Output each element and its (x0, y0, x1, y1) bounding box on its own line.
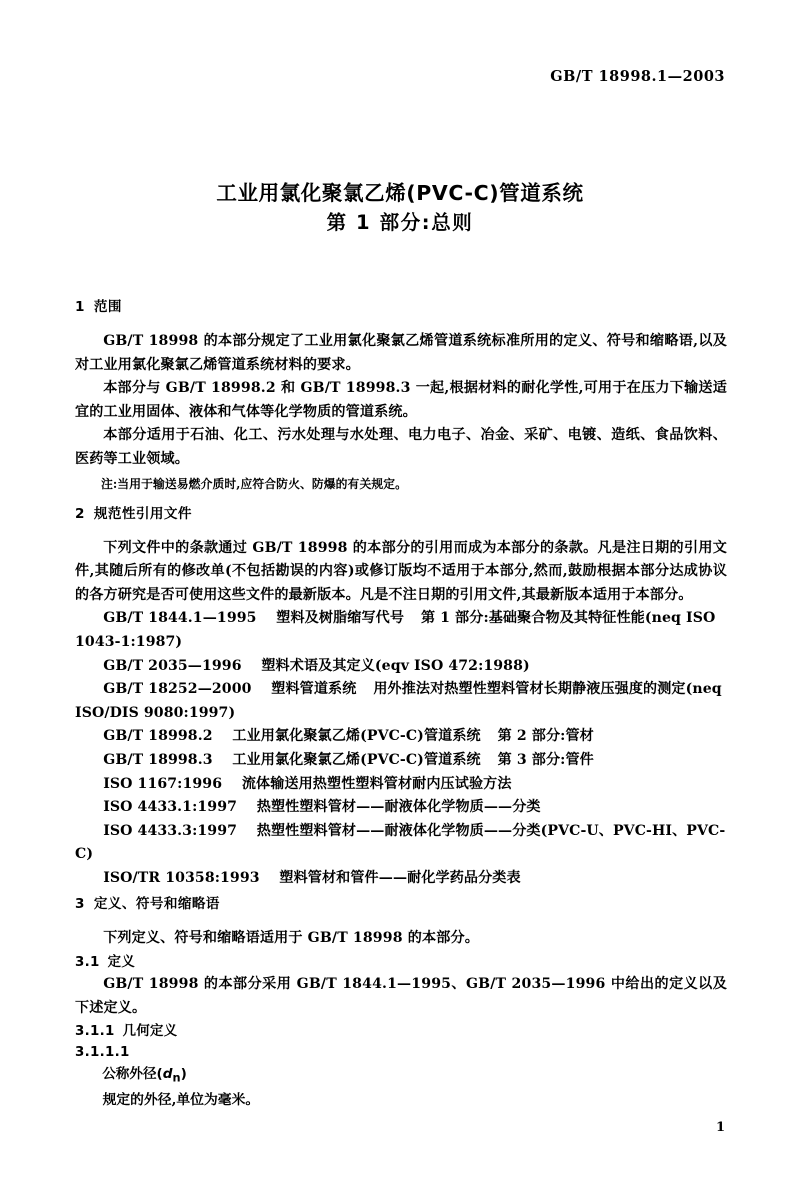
term-prefix: 公称外径( (102, 1066, 163, 1083)
reference-title: 热塑性塑料管材——耐液体化学物质——分类(PVC-U、PVC-HI、PVC-C) (75, 822, 726, 863)
document-title (75, 178, 725, 238)
section-number-3-1-1-1: 3.1.1.1 (75, 1045, 130, 1061)
reference-title: 热塑性塑料管材——耐液体化学物质——分类 (256, 799, 541, 816)
reference-code: GB/T 1844.1—1995 (103, 610, 257, 627)
reference-title: 流体输送用热塑性塑料管材耐内压试验方法 (241, 775, 512, 792)
reference-code: ISO 4433.1:1997 (103, 799, 238, 816)
reference-item (75, 796, 727, 820)
reference-title: 塑料管道系统 (271, 681, 357, 698)
section-heading-3-1 (75, 953, 727, 972)
reference-title: 工业用氯化聚氯乙烯(PVC-C)管道系统 (232, 728, 481, 745)
section-heading-definitions (75, 895, 727, 913)
reference-code: ISO 4433.3:1997 (103, 822, 238, 839)
term-label (75, 1063, 727, 1089)
section-number-2: 2 (75, 505, 85, 522)
scope-note: 注:当用于输送易燃介质时,应符合防火、防爆的有关规定。 (100, 476, 408, 491)
reference-code: GB/T 18998.3 (103, 751, 213, 768)
reference-item (75, 867, 727, 891)
section-number-1: 1 (75, 299, 85, 315)
section-number-3-1-1: 3.1.1 (75, 1024, 115, 1040)
page-folio (75, 1120, 725, 1135)
reference-title: 工业用氯化聚氯乙烯(PVC-C)管道系统 (232, 751, 481, 768)
reference-item (75, 725, 727, 749)
definitions-intro: 下列定义、符号和缩略语适用于 GB/T 18998 的本部分。 (103, 930, 479, 947)
reference-item (75, 820, 727, 867)
standard-number: GB/T 18998.1—2003 (550, 68, 725, 85)
section-heading-3-1-1 (75, 1022, 727, 1041)
scope-paragraph-1: GB/T 18998 的本部分规定了工业用氯化聚氯乙烯管道系统标准所用的定义、符号和缩略语,以及对工业用氯化聚氯乙烯管道系统材料的要求。 (75, 333, 727, 373)
reference-part: 用外推法对热塑性塑料管材长期静液压强度的测定(neq ISO/DIS 9080:1997) (75, 681, 722, 721)
normative-intro: 下列文件中的条款通过 GB/T 18998 的本部分的引用而成为本部分的条款。凡是注日期的引用文件,其随后所有的修改单(不包括勘误的内容)或修订版均不适用于本部分,然而,鼓励根据本部分达成协议的各方研究是否可使用这些文件的最新版本。凡是不注日期的引用文件,其最新版本适用于本部分。 (75, 539, 727, 603)
reference-title: 塑料管材和管件——耐化学药品分类表 (279, 869, 521, 886)
title-line-2: 第 1 部分:总则 (326, 211, 474, 234)
section-title-1: 范围 (93, 299, 122, 315)
section-title-2: 规范性引用文件 (93, 505, 192, 522)
reference-item (75, 655, 727, 679)
running-header (75, 68, 725, 85)
definitions-sub-intro: GB/T 18998 的本部分采用 GB/T 1844.1—1995、GB/T 2035—1996 中给出的定义以及下述定义。 (75, 976, 727, 1016)
section-title-3-1-1: 几何定义 (122, 1024, 178, 1040)
reference-code: ISO/TR 10358:1993 (103, 869, 260, 886)
section-number-3-1: 3.1 (75, 955, 100, 971)
scope-paragraph-2: 本部分与 GB/T 18998.2 和 GB/T 18998.3 一起,根据材料的耐化学性,可用于在压力下输送适宜的工业用固体、液体和气体等化学物质的管道系统。 (75, 380, 727, 420)
reference-code: GB/T 18998.2 (103, 728, 213, 745)
scope-paragraph-3: 本部分适用于石油、化工、污水处理与水处理、电力电子、冶金、采矿、电镀、造纸、食品饮料、医药等工业领域。 (75, 427, 727, 467)
section-heading-3-1-1-1 (75, 1043, 727, 1062)
section-number-3: 3 (75, 896, 85, 913)
reference-code: ISO 1167:1996 (103, 775, 223, 792)
reference-title: 塑料及树脂缩写代号 (276, 610, 405, 627)
reference-code: GB/T 2035—1996 (103, 657, 242, 674)
term-symbol: d (162, 1066, 173, 1083)
section-heading-normative-references (75, 505, 727, 523)
reference-item (75, 773, 727, 797)
section-title-3: 定义、符号和缩略语 (93, 896, 220, 913)
section-heading-scope (75, 298, 727, 316)
page-number: 1 (715, 1120, 725, 1135)
term-subscript: n (172, 1070, 181, 1085)
reference-code: GB/T 18252—2000 (103, 681, 252, 698)
reference-part: 第 1 部分:基础聚合物及其特征性能(neq ISO 1043-1:1987) (75, 610, 716, 650)
reference-item (75, 607, 727, 654)
reference-item (75, 678, 727, 725)
document-body (75, 298, 727, 1111)
title-line-1: 工业用氯化聚氯乙烯(PVC-C)管道系统 (216, 181, 584, 205)
term-definition: 规定的外径,单位为毫米。 (102, 1091, 260, 1108)
reference-item (75, 749, 727, 773)
section-title-3-1: 定义 (107, 955, 136, 971)
reference-title: 塑料术语及其定义(eqv ISO 472:1988) (261, 657, 530, 674)
term-suffix: ) (180, 1066, 187, 1083)
reference-part: 第 2 部分:管材 (497, 728, 594, 745)
reference-part: 第 3 部分:管件 (497, 751, 594, 768)
